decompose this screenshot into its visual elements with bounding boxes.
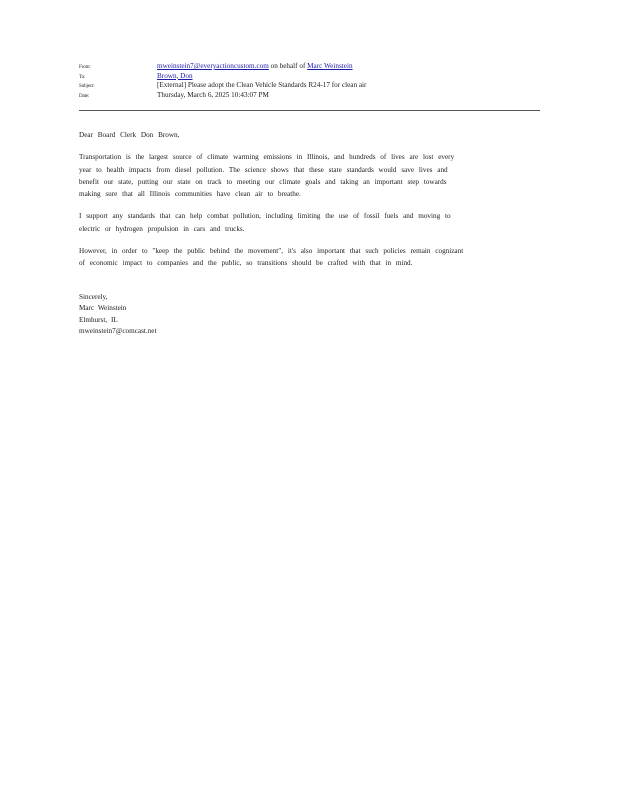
paragraph-line: electric or hydrogen propulsion in cars and trucks. — [79, 224, 245, 233]
subject-row — [79, 81, 539, 91]
paragraph-line: Transportation is the largest source of climate warming emissions in Illinois, and hundreds of lives are lost every — [79, 153, 455, 162]
date-label: Date: — [79, 93, 90, 99]
to-row — [79, 72, 539, 82]
paragraph-line: year to health impacts from diesel pollution. The science shows that these state standards would save lives and — [79, 165, 448, 174]
from-name-link[interactable]: Marc Weinstein — [307, 62, 353, 70]
to-value-link[interactable]: Brown, Don — [157, 71, 193, 80]
email-header — [79, 62, 539, 100]
date-value: Thursday, March 6, 2025 10:43:07 PM — [157, 90, 269, 99]
paragraph-line: making sure that all Illinois communities have clean air to breathe. — [79, 190, 301, 199]
date-row — [79, 91, 539, 101]
subject-value: [External] Please adopt the Clean Vehicle Standards R24-17 for clean air — [157, 81, 367, 90]
from-email-link[interactable]: mweinstein7@everyactioncustom.com — [157, 62, 269, 70]
signature-closing: Sincerely, — [79, 292, 108, 301]
email-body — [79, 129, 539, 338]
to-label: To: — [79, 74, 86, 80]
from-behalf-text: on behalf of — [268, 62, 308, 70]
paragraph-line: I support any standards that can help combat pollution, including limiting the use of fossil fuels and moving to — [79, 212, 451, 221]
paragraph-3 — [79, 245, 539, 270]
from-value — [157, 62, 353, 72]
paragraph-2 — [79, 210, 539, 235]
from-row — [79, 62, 539, 72]
subject-label: Subject: — [79, 84, 95, 90]
signature-email: mweinstein7@comcast.net — [79, 327, 157, 336]
paragraph-line: of economic impact to companies and the public, so transitions should be crafted with that in mind. — [79, 259, 413, 268]
signature-block — [79, 292, 539, 338]
greeting: Dear Board Clerk Don Brown, — [79, 131, 180, 139]
paragraph-1 — [79, 151, 539, 200]
header-divider — [79, 110, 540, 111]
paragraph-line: benefit our state, putting our state on track to meeting our climate goals and taking an important step towards — [79, 177, 447, 186]
signature-name: Marc Weinstein — [79, 304, 127, 313]
from-label: From: — [79, 65, 91, 70]
signature-location: Elmhurst, IL — [79, 315, 118, 324]
paragraph-line: However, in order to "keep the public behind the movement", it's also important that such policies remain cognizant — [79, 247, 464, 256]
